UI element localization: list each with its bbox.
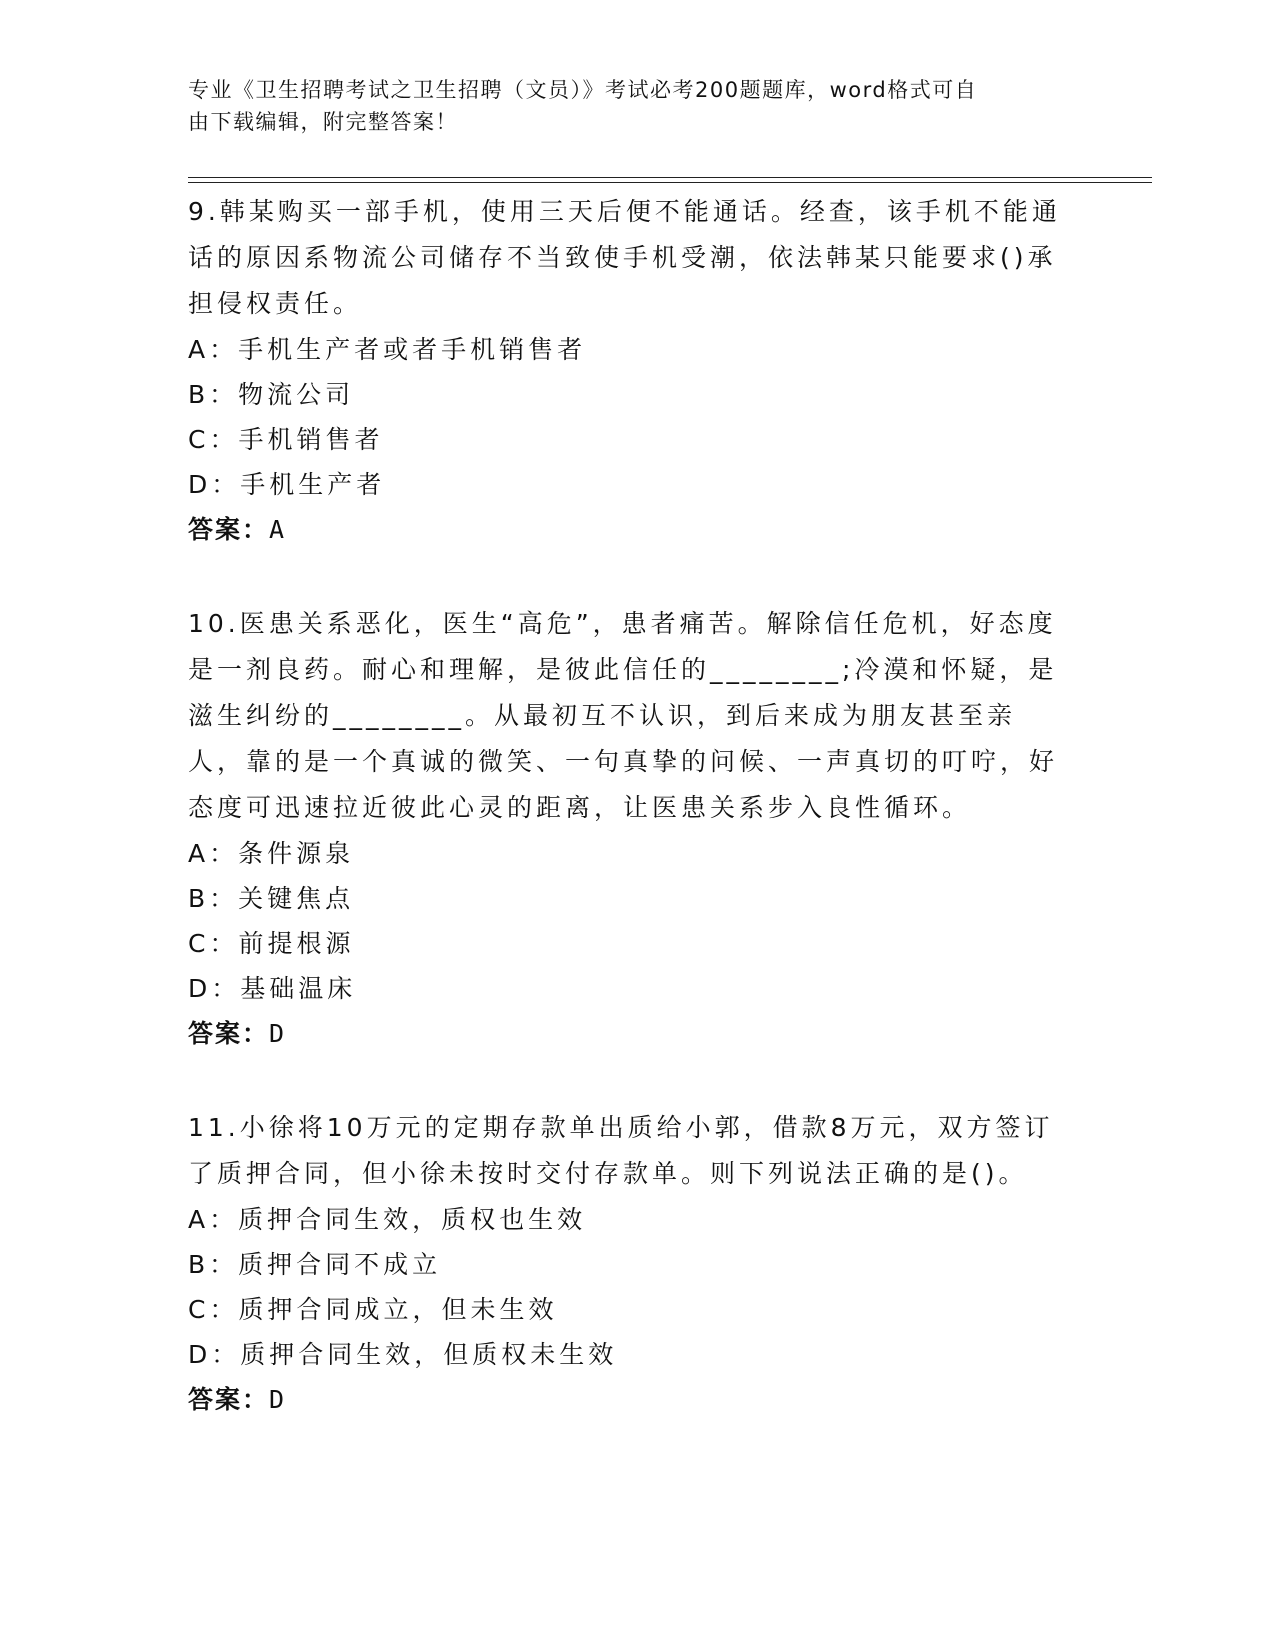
option-a: A：质押合同生效，质权也生效 xyxy=(188,1205,587,1234)
option-b: B：关键焦点 xyxy=(188,884,355,913)
answer-line xyxy=(188,1377,1068,1423)
answer-line xyxy=(188,507,1068,553)
answer-label: 答案： xyxy=(188,1019,270,1048)
answer-line xyxy=(188,1011,1068,1057)
header-divider-top xyxy=(188,177,1152,178)
question-10 xyxy=(188,601,1068,1057)
option-b: B：物流公司 xyxy=(188,380,355,409)
option-b: B：质押合同不成立 xyxy=(188,1250,442,1279)
header-divider-bottom xyxy=(188,182,1152,183)
option-c: C：前提根源 xyxy=(188,929,355,958)
document-header xyxy=(188,74,1088,138)
header-line-2: 由下载编辑，附完整答案！ xyxy=(188,110,458,134)
question-stem: 11.小徐将10万元的定期存款单出质给小郭，借款8万元，双方签订了质押合同，但小徐未按时交付存款单。则下列说法正确的是()。 xyxy=(188,1113,1054,1188)
answer-label: 答案： xyxy=(188,515,270,544)
answer-value: A xyxy=(269,515,287,544)
option-a: A：手机生产者或者手机销售者 xyxy=(188,335,587,364)
question-stem: 10.医患关系恶化，医生“高危”，患者痛苦。解除信任危机，好态度是一剂良药。耐心和理解，是彼此信任的________;冷漠和怀疑，是滋生纠纷的________。从最初互不认识，到后来成为朋友甚至亲人，靠的是一个真诚的微笑、一句真挚的问候、一声真切的叮咛，好态度可迅速拉近彼此心灵的距离，让医患关系步入良性循环。 xyxy=(188,609,1059,822)
answer-value: D xyxy=(269,1385,287,1414)
answer-value: D xyxy=(269,1019,287,1048)
option-c: C：质押合同成立，但未生效 xyxy=(188,1295,558,1324)
question-9 xyxy=(188,189,1068,553)
question-stem: 9.韩某购买一部手机，使用三天后便不能通话。经查，该手机不能通话的原因系物流公司储存不当致使手机受潮，依法韩某只能要求()承担侵权责任。 xyxy=(188,197,1061,318)
answer-label: 答案： xyxy=(188,1385,270,1414)
header-line-1: 专业《卫生招聘考试之卫生招聘（文员）》考试必考200题题库，word格式可自 xyxy=(188,78,978,102)
question-list xyxy=(188,189,1068,1471)
option-d: D：基础温床 xyxy=(188,974,357,1003)
option-c: C：手机销售者 xyxy=(188,425,384,454)
option-a: A：条件源泉 xyxy=(188,839,355,868)
option-d: D：质押合同生效，但质权未生效 xyxy=(188,1340,618,1369)
question-11 xyxy=(188,1105,1068,1423)
option-d: D：手机生产者 xyxy=(188,470,386,499)
